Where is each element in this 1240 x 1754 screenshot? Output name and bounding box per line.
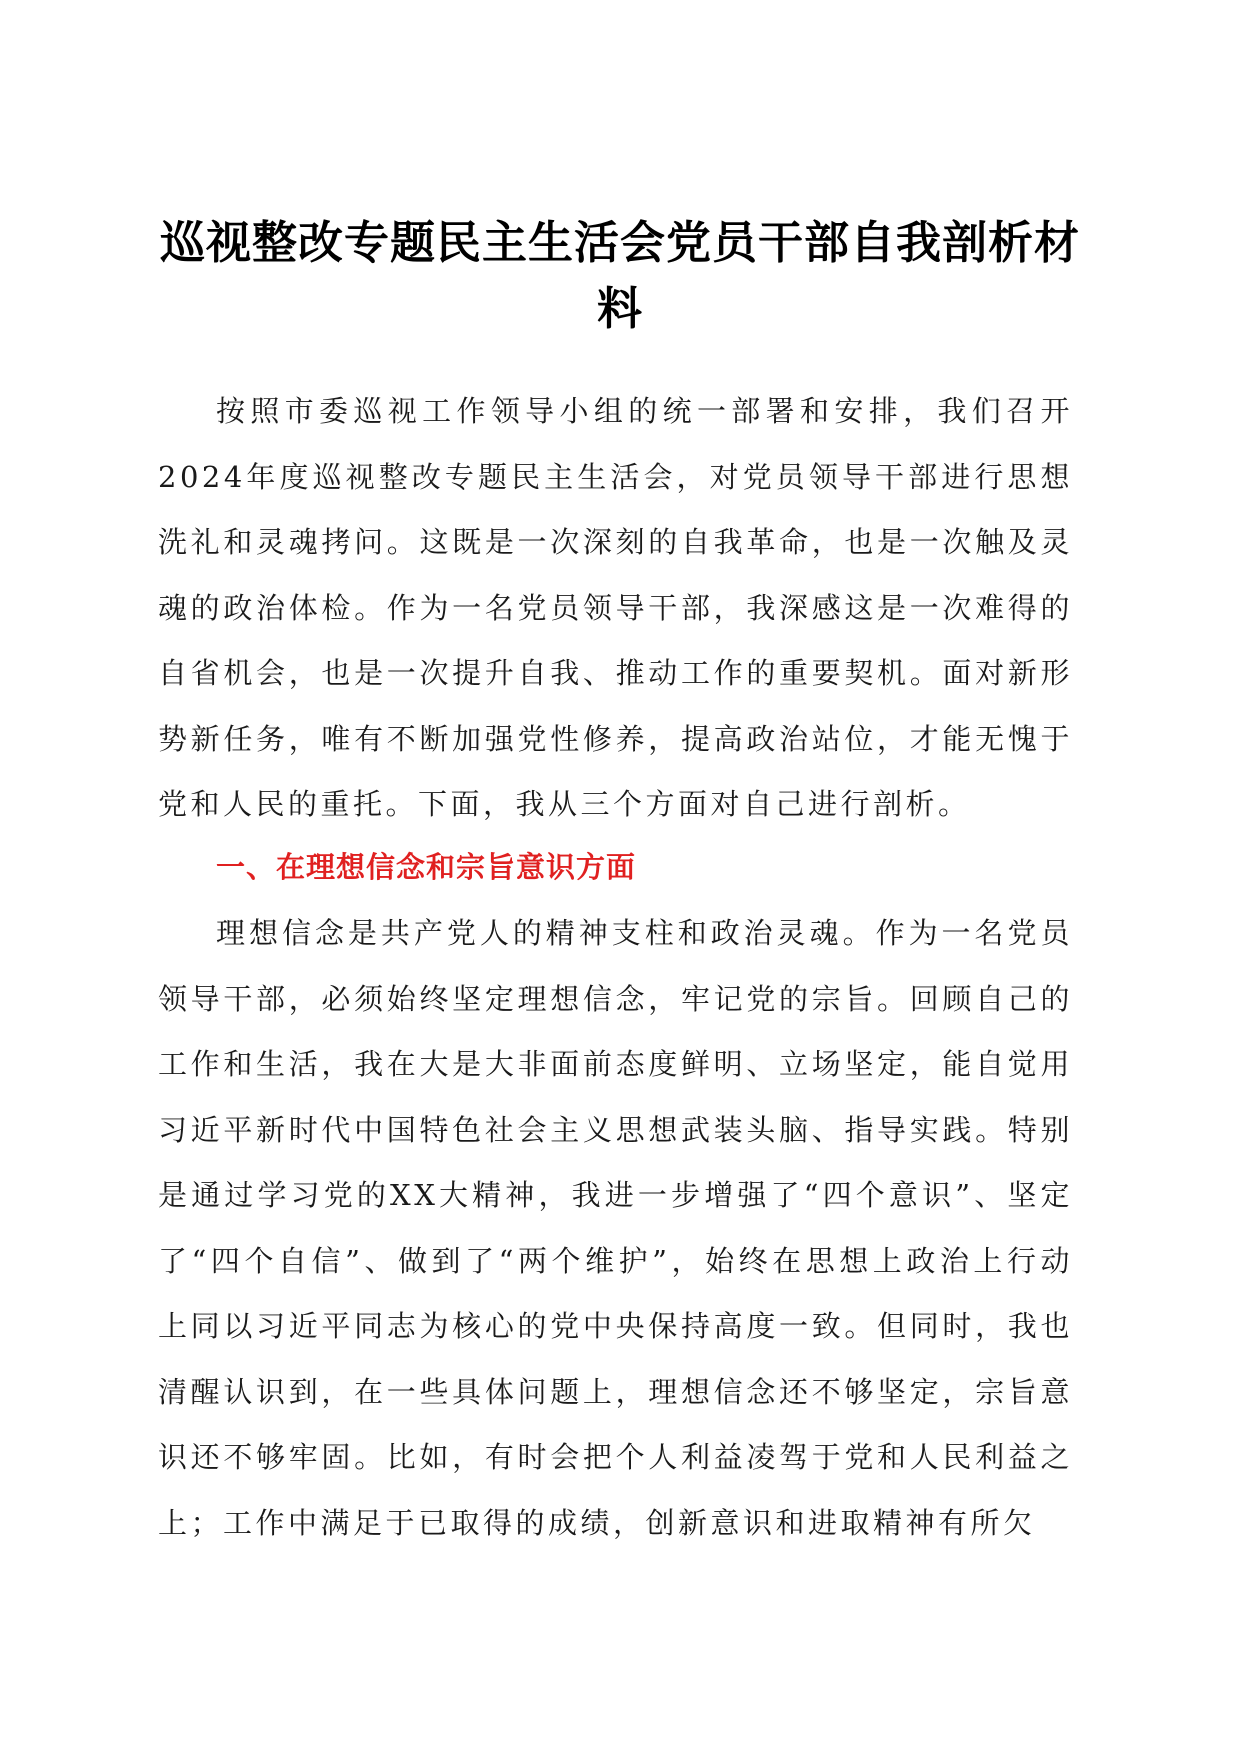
document-title: 巡视整改专题民主生活会党员干部自我剖析材料 (159, 216, 1080, 336)
section-heading-1: 一、在理想信念和宗旨意识方面 (216, 850, 637, 884)
section-1-paragraph: 理想信念是共产党人的精神支柱和政治灵魂。作为一名党员领导干部，必须始终坚定理想信念，牢记党的宗旨。回顾自己的工作和生活，我在大是大非面前态度鲜明、立场坚定，能自觉用习近平新时代中国特色社会主义思想武装头脑、指导实践。特别是通过学习党的XX大精神，我进一步增强了“四个意识”、坚定了“四个自信”、做到了“两个维护”，始终在思想上政治上行动上同以习近平同志为核心的党中央保持高度一致。但同时，我也清醒认识到，在一些具体问题上，理想信念还不够坚定，宗旨意识还不够牢固。比如，有时会把个人利益凌驾于党和人民利益之上；工作中满足于已取得的成绩，创新意识和进取精神有所欠 (158, 916, 1073, 1540)
intro-paragraph: 按照市委巡视工作领导小组的统一部署和安排，我们召开2024年度巡视整改专题民主生活会，对党员领导干部进行思想洗礼和灵魂拷问。这既是一次深刻的自我革命，也是一次触及灵魂的政治体检。作为一名党员领导干部，我深感这是一次难得的自省机会，也是一次提升自我、推动工作的重要契机。面对新形势新任务，唯有不断加强党性修养，提高政治站位，才能无愧于党和人民的重托。下面，我从三个方面对自己进行剖析。 (158, 394, 1073, 821)
